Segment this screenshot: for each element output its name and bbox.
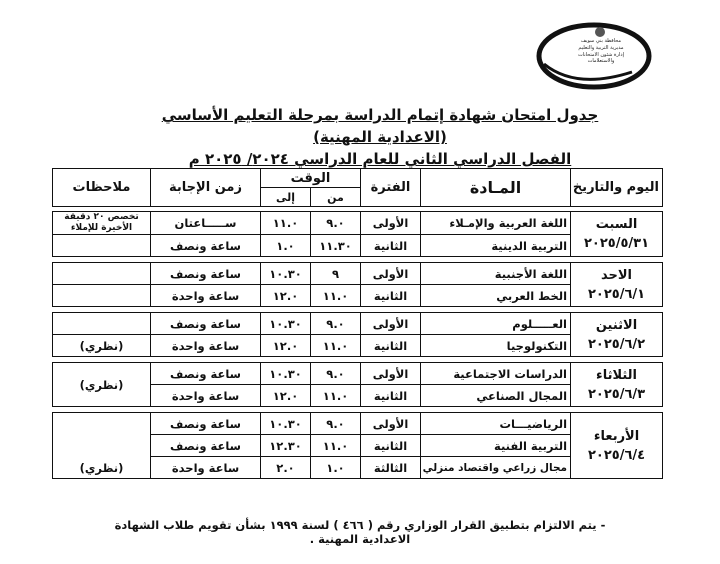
logo-line-1: محافظة بني سويف: [580, 38, 622, 44]
subject-cell: الرياضيـــات: [421, 413, 571, 435]
from-cell: ١١.٠: [311, 335, 361, 357]
duration-cell: ساعة واحدة: [151, 285, 261, 307]
header-day-date: اليوم والتاريخ: [571, 169, 663, 207]
document-title: [150, 104, 610, 170]
duration-cell: ساعة ونصف: [151, 363, 261, 385]
header-notes: ملاحظات: [53, 169, 151, 207]
period-cell: الثانية: [361, 285, 421, 307]
from-cell: ١١.٠: [311, 385, 361, 407]
day-date: ٢٠٢٥/٥/٣١: [583, 236, 650, 251]
header-subject: المـادة: [421, 169, 571, 207]
day-date: ٢٠٢٥/٦/٢: [587, 336, 646, 352]
subject-cell: الخط العربي: [421, 285, 571, 307]
to-cell: ١.٠: [261, 235, 311, 257]
day-name: الاثنين: [595, 317, 638, 333]
duration-cell: ساعة ونصف: [151, 435, 261, 457]
from-cell: ٩: [311, 263, 361, 285]
notes-cell: (نظري): [53, 413, 151, 479]
period-cell: الثانية: [361, 435, 421, 457]
period-cell: الثانية: [361, 385, 421, 407]
header-duration: زمن الإجابة: [151, 169, 261, 207]
notes-cell: تخصص ٢٠ دقيقة الأخيرة للإملاء: [53, 212, 151, 235]
day-cell: [571, 263, 663, 307]
footer-note: - يتم الالتزام بتطبيق القرار الوزاري رقم ( ٤٦٦ ) لسنة ١٩٩٩ بشأن تقويم طلاب الشهادة الاعدادية المهنية .: [114, 518, 606, 546]
duration-cell: ساعة ونصف: [151, 263, 261, 285]
notes-cell: (نظري): [53, 363, 151, 407]
to-cell: ١٢.٠: [261, 385, 311, 407]
period-cell: الأولى: [361, 263, 421, 285]
day-name: الأربعاء: [593, 428, 640, 444]
day-cell: [571, 413, 663, 479]
period-cell: الثانية: [361, 235, 421, 257]
to-cell: ١٠.٣٠: [261, 263, 311, 285]
subject-cell: العـــــلوم: [421, 313, 571, 335]
logo-line-2: مديرية التربية والتعليم: [578, 45, 624, 51]
duration-cell: ساعة واحدة: [151, 385, 261, 407]
logo-emblem: [595, 27, 605, 37]
to-cell: ١١.٠: [261, 212, 311, 235]
period-cell: الثالثة: [361, 457, 421, 479]
notes-cell: [53, 313, 151, 335]
subject-cell: الدراسات الاجتماعية: [421, 363, 571, 385]
to-cell: ١٠.٣٠: [261, 313, 311, 335]
header-from: من: [311, 188, 361, 207]
notes-cell: [53, 285, 151, 307]
period-cell: الأولى: [361, 363, 421, 385]
logo-line-3: إدارة شئون الامتحانات والاستعلامات: [578, 52, 624, 64]
subject-cell: اللغة الأجنبية: [421, 263, 571, 285]
day-cell: [571, 363, 663, 407]
from-cell: ٩.٠: [311, 212, 361, 235]
header-time: الوقت: [261, 169, 361, 188]
day-cell: [571, 212, 663, 257]
duration-cell: ساعة ونصف: [151, 313, 261, 335]
subject-cell: مجال زراعي واقتصاد منزلي: [421, 457, 571, 479]
from-cell: ١١.٠: [311, 435, 361, 457]
to-cell: ١٢.٣٠: [261, 435, 311, 457]
period-cell: الأولى: [361, 313, 421, 335]
day-date: ٢٠٢٥/٦/٤: [587, 447, 646, 463]
day-date: ٢٠٢٥/٦/٣: [587, 386, 646, 402]
from-cell: ١١.٣٠: [311, 235, 361, 257]
subject-cell: التربية الفنية: [421, 435, 571, 457]
duration-cell: ساعة ونصف: [151, 235, 261, 257]
subject-cell: المجال الصناعي: [421, 385, 571, 407]
exam-schedule-table: [52, 168, 663, 479]
period-cell: الأولى: [361, 212, 421, 235]
from-cell: ١.٠: [311, 457, 361, 479]
subject-cell: التكنولوجيا: [421, 335, 571, 357]
day-cell: [571, 313, 663, 357]
title-line-2: الفصل الدراسي الثاني للعام الدراسي ٢٠٢٤/ ٢٠٢٥ م: [188, 150, 572, 168]
day-name: الثلاثاء: [596, 367, 637, 383]
subject-cell: اللغة العربية والإمـلاء: [421, 212, 571, 235]
to-cell: ١٢.٠: [261, 285, 311, 307]
day-name: الاحد: [601, 267, 633, 283]
subject-cell: التربية الدينية: [421, 235, 571, 257]
duration-cell: ساعة ونصف: [151, 413, 261, 435]
day-date: ٢٠٢٥/٦/١: [587, 286, 646, 302]
notes-cell: [53, 263, 151, 285]
to-cell: ١٠.٣٠: [261, 363, 311, 385]
period-cell: الأولى: [361, 413, 421, 435]
duration-cell: ساعة واحدة: [151, 457, 261, 479]
notes-cell: [53, 235, 151, 257]
to-cell: ١٢.٠: [261, 335, 311, 357]
from-cell: ٩.٠: [311, 313, 361, 335]
title-line-1: جدول امتحان شهادة إتمام الدراسة بمرحلة التعليم الأساسي (الاعدادية المهنية): [161, 106, 599, 146]
duration-cell: ساعة واحدة: [151, 335, 261, 357]
to-cell: ١٠.٣٠: [261, 413, 311, 435]
from-cell: ٩.٠: [311, 413, 361, 435]
from-cell: ٩.٠: [311, 363, 361, 385]
duration-cell: ســـــاعتان: [151, 212, 261, 235]
to-cell: ٢.٠: [261, 457, 311, 479]
period-cell: الثانية: [361, 335, 421, 357]
notes-cell: (نظري): [53, 335, 151, 357]
header-to: إلى: [261, 188, 311, 207]
from-cell: ١١.٠: [311, 285, 361, 307]
day-name: السبت: [595, 217, 638, 232]
header-period: الفترة: [361, 169, 421, 207]
